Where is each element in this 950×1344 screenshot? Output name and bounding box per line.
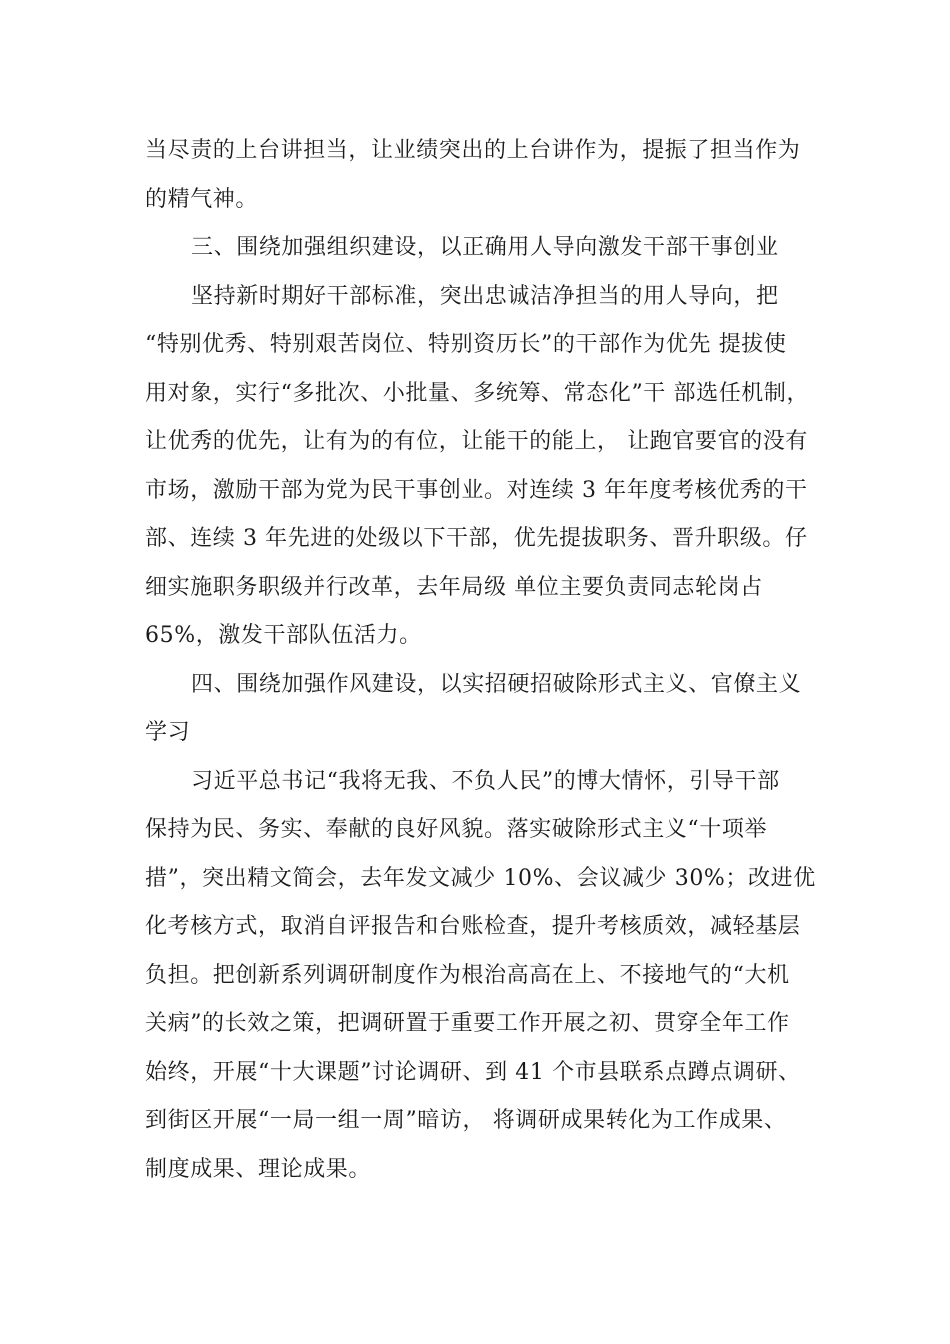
text-line: 65%，激发干部队伍活力。 bbox=[145, 623, 422, 648]
text-line: 始终，开展“十大课题”讨论调研、到 41 个市县联系点蹲点调研、 bbox=[145, 1059, 801, 1085]
text-line: 当尽责的上台讲担当，让业绩突出的上台讲作为，提振了担当作为 bbox=[145, 138, 801, 163]
text-line: 措”，突出精文简会，去年发文减少 10%、会议减少 30%；改进优 bbox=[145, 865, 816, 891]
text-line: 用对象，实行“多批次、小批量、多统筹、常态化”干 部选任机制， bbox=[145, 380, 810, 406]
text-line: 负担。把创新系列调研制度作为根治高高在上、不接地气的“大机 bbox=[145, 962, 790, 988]
text-line: 市场，激励干部为党为民干事创业。对连续 3 年年度考核优秀的干 bbox=[145, 477, 808, 503]
text-line: 习近平总书记“我将无我、不负人民”的博大情怀，引导干部 bbox=[191, 768, 780, 794]
text-line: 到街区开展“一局一组一周”暗访， 将调研成果转化为工作成果、 bbox=[145, 1108, 787, 1133]
text-line: 部、连续 3 年先进的处级以下干部，优先提拔职务、晋升职级。仔 bbox=[145, 526, 808, 551]
text-line: 关病”的长效之策，把调研置于重要工作开展之初、贯穿全年工作 bbox=[145, 1011, 790, 1036]
text-line: 坚持新时期好干部标准，突出忠诚洁净担当的用人导向，把 bbox=[191, 283, 779, 309]
section-heading-three bbox=[145, 224, 835, 273]
text-line: “特别优秀、特别艰苦岗位、特别资历长”的干部作为优先 提拔使 bbox=[145, 332, 787, 357]
text-line: 化考核方式，取消自评报告和台账检查，提升考核质效，减轻基层 bbox=[145, 914, 801, 939]
text-line: 让优秀的优先，让有为的有位，让能干的能上， 让跑官要官的没有 bbox=[145, 429, 808, 454]
document-body bbox=[145, 127, 835, 1194]
text-line: 制度成果、理论成果。 bbox=[145, 1156, 372, 1182]
text-line: 细实施职务职级并行改革，去年局级 单位主要负责同志轮岗占 bbox=[145, 574, 763, 600]
text-line: 的精气神。 bbox=[145, 186, 259, 212]
paragraph-work-style bbox=[145, 758, 835, 1195]
text-line: 保持为民、务实、奉献的良好风貌。落实破除形式主义“十项举 bbox=[145, 817, 768, 842]
text-line: 四、围绕加强作风建设，以实招硬招破除形式主义、官僚主义 bbox=[191, 671, 802, 697]
text-line: 三、围绕加强组织建设，以正确用人导向激发干部干事创业 bbox=[191, 235, 779, 260]
section-heading-four bbox=[145, 661, 835, 758]
paragraph-continuation bbox=[145, 127, 835, 224]
paragraph-cadre-selection bbox=[145, 273, 835, 661]
text-line: 学习 bbox=[145, 720, 191, 745]
